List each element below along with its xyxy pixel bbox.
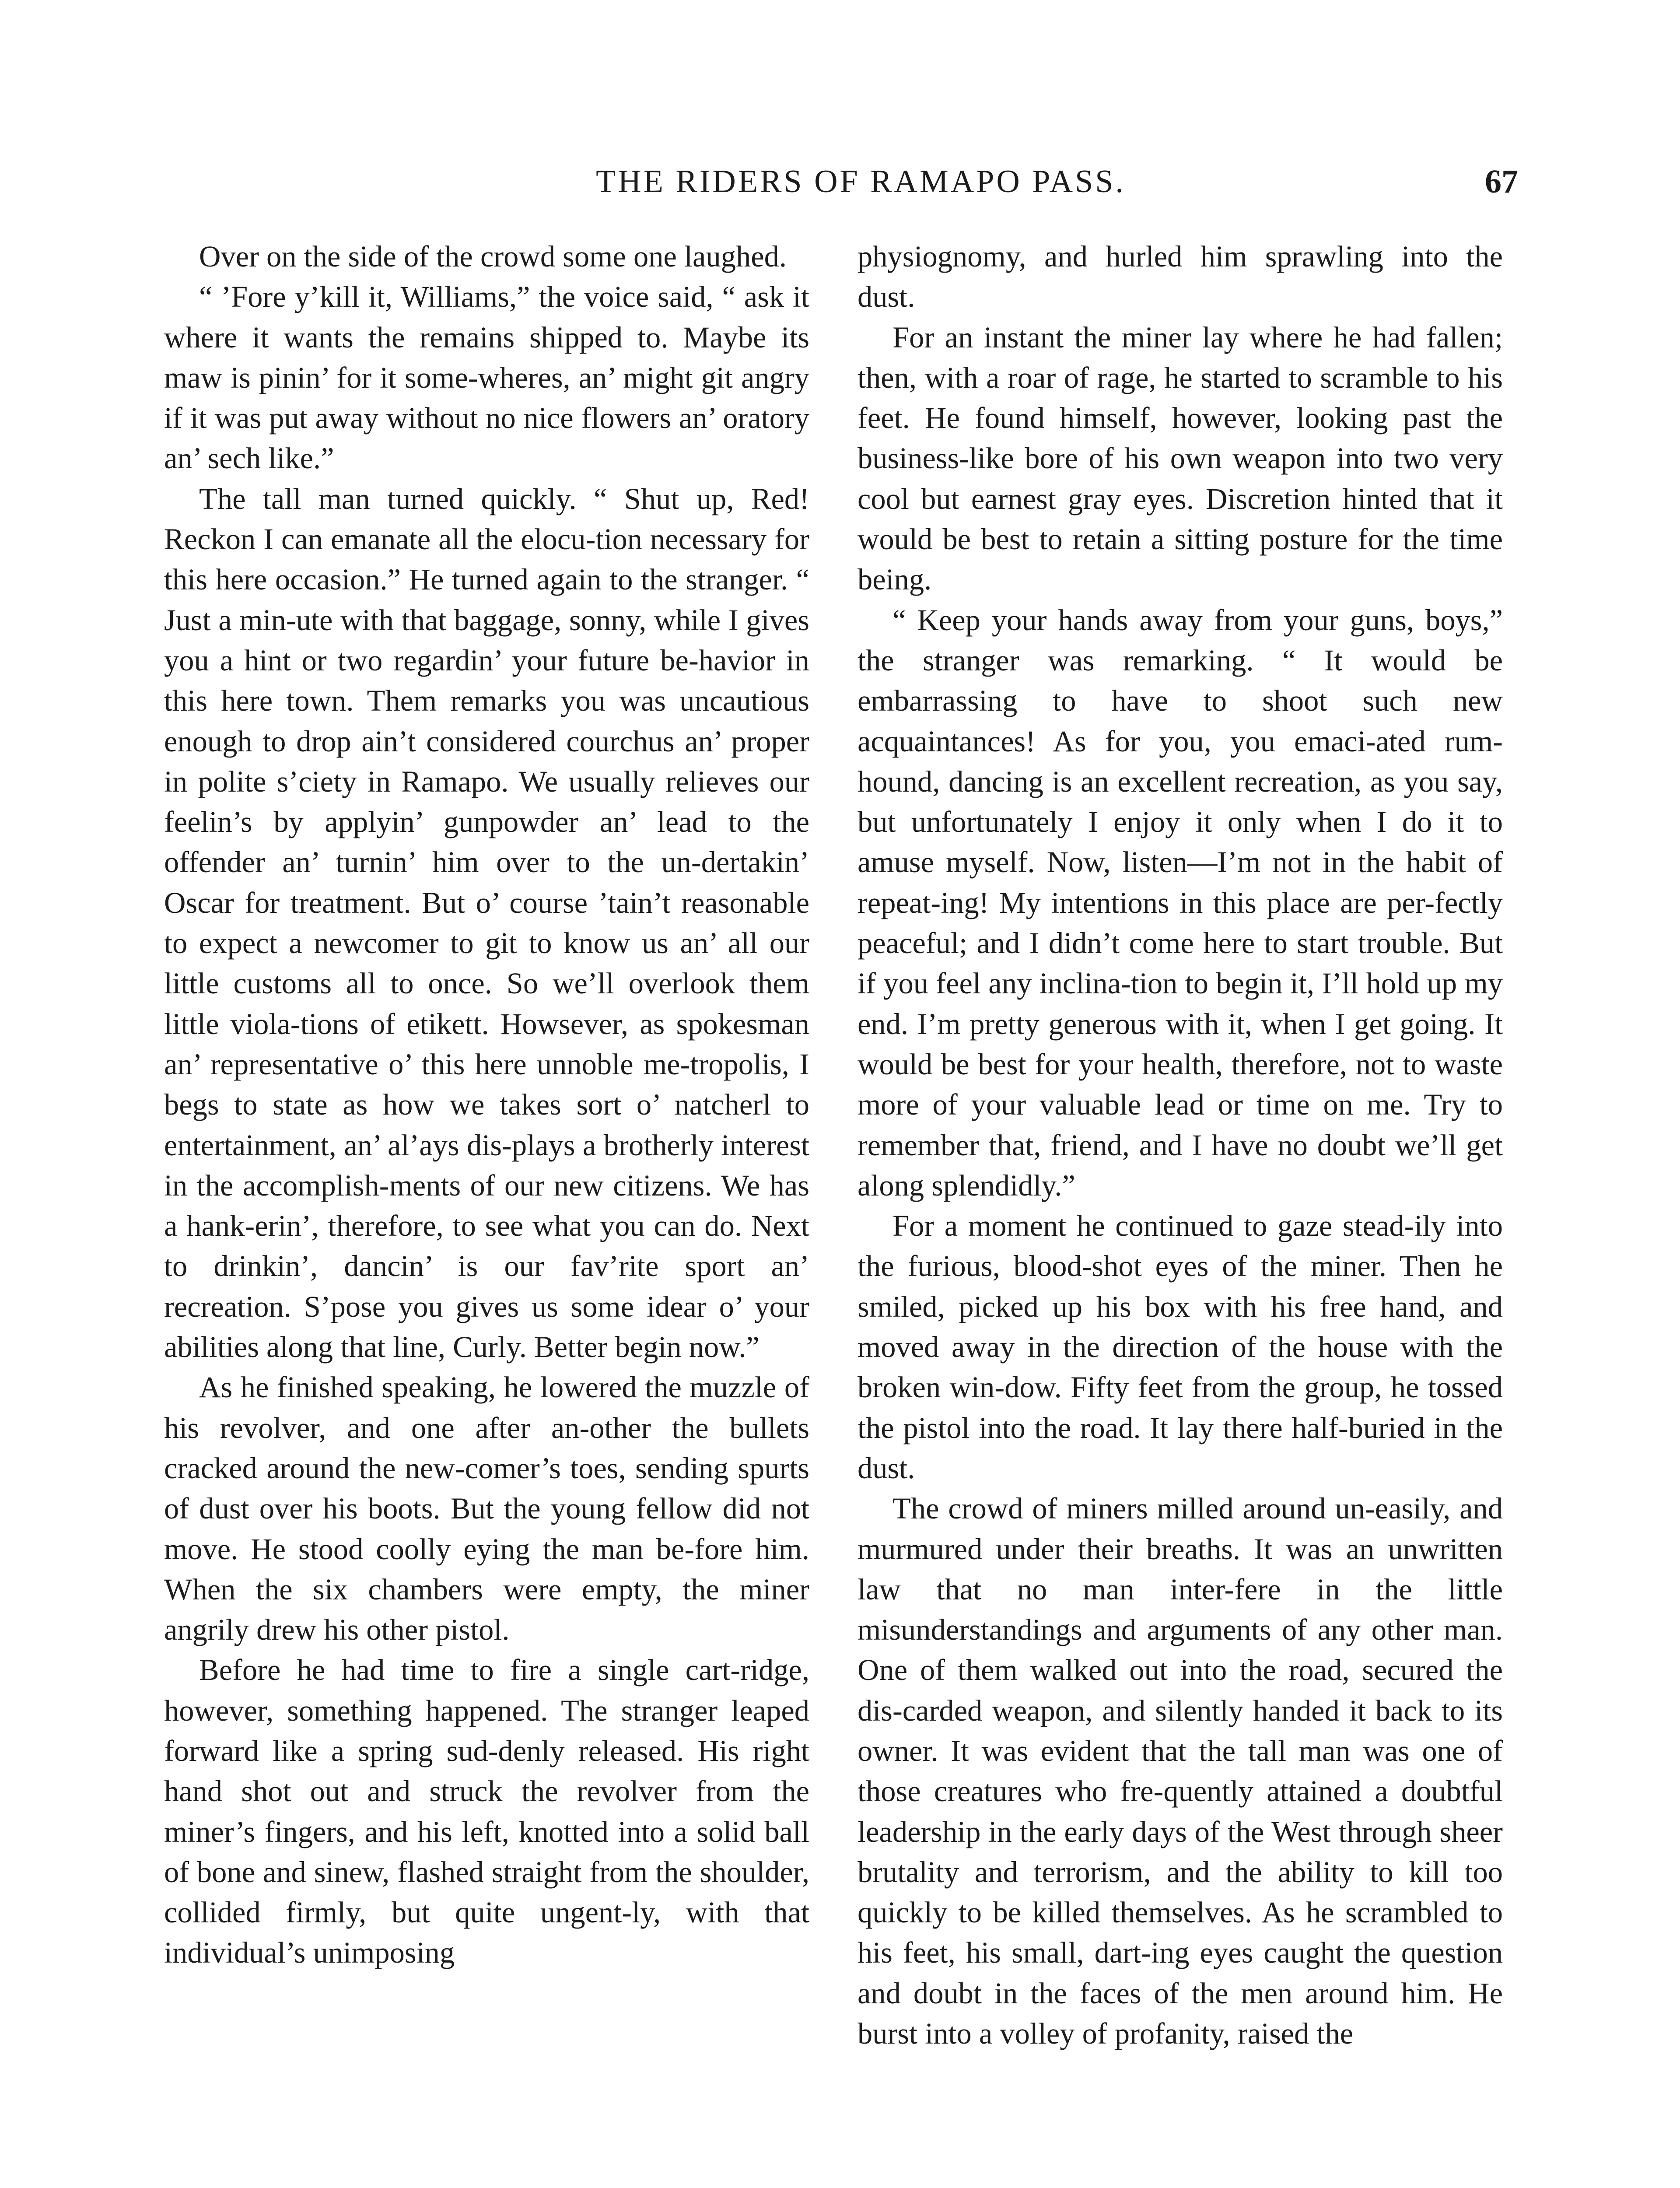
paragraph: For an instant the miner lay where he had fallen; then, with a roar of rage, he started to scramble to his feet. He found himself, however, looking past the business-like bore of his own weapon into two very cool but earnest gray eyes. Discretion hinted that it would be best to retain a sitting posture for the time being. xyxy=(858,320,1503,596)
paragraph: The tall man turned quickly. “ Shut up, Red! Reckon I can emanate all the elocu-tion necessary for this here occasion.” He turned again to the stranger. “ Just a min-ute with that baggage, sonny, while I gives you a hint or two regardin’ your future be-havior in this here town. Them remarks you was uncautious enough to drop ain’t considered courchus an’ proper in polite s’ciety in Ramapo. We usually relieves our feelin’s by applyin’ gunpowder an’ lead to the offender an’ turnin’ him over to the un-dertakin’ Oscar for treatment. But o’ course ’tain’t reasonable to expect a newcomer to git to know us an’ all our little customs all to once. So we’ll overlook them little viola-tions of etikett. Howsever, as spokesman an’ representative o’ this here unnoble me-tropolis, I begs to state as how we takes sort o’ natcherl to entertainment, an’ al’ays dis-plays a brotherly interest in the accomplish-ments of our new citizens. We has a hank-erin’, therefore, to see what you can do. Next to drinkin’, dancin’ is our fav’rite sport an’ recreation. S’pose you gives us some idear o’ your abilities along that line, Curly. Better begin now.” xyxy=(164,482,809,1364)
running-head xyxy=(203,158,1518,206)
paragraph: For a moment he continued to gaze stead-ily into the furious, blood-shot eyes of the miner. Then he smiled, picked up his box with his free hand, and moved away in the direction of the house with the broken win-dow. Fifty feet from the group, he tossed the pistol into the road. It lay there half-buried in the dust. xyxy=(858,1209,1503,1485)
running-title: THE RIDERS OF RAMAPO PASS. xyxy=(596,164,1126,200)
left-column xyxy=(164,236,809,1973)
page-number: 67 xyxy=(1485,163,1518,200)
right-column xyxy=(858,236,1503,2054)
paragraph: As he finished speaking, he lowered the muzzle of his revolver, and one after an-other the bullets cracked around the new-comer’s toes, sending spurts of dust over his boots. But the young fellow did not move. He stood coolly eying the man be-fore him. When the six chambers were empty, the miner angrily drew his other pistol. xyxy=(164,1371,809,1647)
paragraph: “ Keep your hands away from your guns, boys,” the stranger was remarking. “ It would be embarrassing to have to shoot such new acquaintances! As for you, you emaci-ated rum-hound, dancing is an excellent recreation, as you say, but unfortunately I enjoy it only when I do it to amuse myself. Now, listen—I’m not in the habit of repeat-ing! My intentions in this place are per-fectly peaceful; and I didn’t come here to start trouble. But if you feel any inclina-tion to begin it, I’ll hold up my end. I’m pretty generous with it, when I get going. It would be best for your health, therefore, not to waste more of your valuable lead or time on me. Try to remember that, friend, and I have no doubt we’ll get along splendidly.” xyxy=(858,603,1503,1202)
paragraph: “ ’Fore y’kill it, Williams,” the voice said, “ ask it where it wants the remains shipped to. Maybe its maw is pinin’ for it some-wheres, an’ might git angry if it was put away without no nice flowers an’ oratory an’ sech like.” xyxy=(164,280,809,475)
paragraph: The crowd of miners milled around un-easily, and murmured under their breaths. It was an unwritten law that no man inter-fere in the little misunderstandings and arguments of any other man. One of them walked out into the road, secured the dis-carded weapon, and silently handed it back to its owner. It was evident that the tall man was one of those creatures who fre-quently attained a doubtful leadership in the early days of the West through sheer brutality and terrorism, and the ability to kill too quickly to be killed themselves. As he scrambled to his feet, his small, dart-ing eyes caught the question and doubt in the faces of the men around him. He burst into a volley of profanity, raised the xyxy=(858,1492,1503,2051)
paragraph: Before he had time to fire a single cart-ridge, however, something happened. The stranger leaped forward like a spring sud-denly released. His right hand shot out and struck the revolver from the miner’s fingers, and his left, knotted into a solid ball of bone and sinew, flashed straight from the shoulder, collided firmly, but quite ungent-ly, with that individual’s unimposing xyxy=(164,1653,809,1970)
paragraph: Over on the side of the crowd some one laughed. xyxy=(199,240,787,273)
paragraph-continued: physiognomy, and hurled him sprawling into the dust. xyxy=(858,240,1503,314)
